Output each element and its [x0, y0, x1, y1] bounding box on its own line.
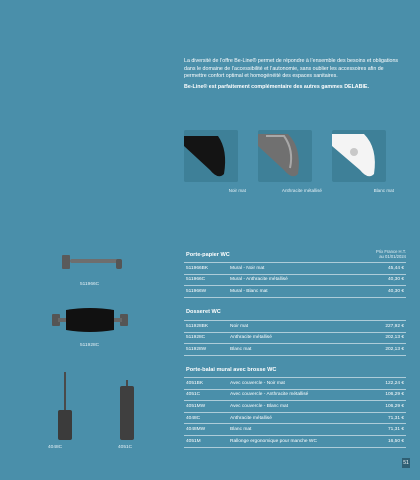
finish-swatch-black [184, 130, 238, 182]
ref-cell: 511928C [184, 332, 228, 344]
price-cell: 106,29 € [366, 389, 406, 401]
desc-cell: Anthracite métallisé [228, 412, 366, 424]
ref-cell: 511966W [184, 286, 228, 298]
finish-label-anthracite: Anthracite métallisé [281, 188, 322, 193]
table-row [184, 321, 406, 333]
finish-swatch-white [332, 130, 386, 182]
table-row [184, 263, 406, 275]
table-row [184, 378, 406, 390]
section-title-backrest: Dosseret WC [186, 309, 221, 315]
page-number: 51 [403, 460, 409, 466]
product-code-brush-a: 4048C [48, 445, 63, 450]
table-row [184, 344, 406, 356]
product-code-backrest: 511928C [80, 343, 100, 348]
section-title-brush-holder: Porte-balai mural avec brosse WC [186, 367, 277, 373]
desc-cell: Blanc mat [228, 344, 366, 356]
price-cell: 106,29 € [366, 401, 406, 413]
price-header-line1: Prix France H.T. [375, 249, 406, 254]
ref-cell: 4051BK [184, 378, 228, 390]
intro-text [184, 58, 406, 94]
product-code-paper-holder: 511966C [80, 282, 100, 287]
price-cell: 40,30 € [366, 274, 406, 286]
desc-cell: Mural - Anthracite métallisé [228, 274, 366, 286]
intro-paragraph-2: Be-Line® est parfaitement complémentaire des autres gammes DELABIE. [184, 83, 369, 90]
ref-cell: 4048C [184, 412, 228, 424]
ref-cell: 4051C [184, 389, 228, 401]
ref-cell: 511966BK [184, 263, 228, 275]
table-row [184, 274, 406, 286]
price-cell: 227,92 € [366, 321, 406, 333]
paper-holder-image [62, 252, 124, 281]
price-header-line2: au 01/01/2024 [379, 254, 406, 260]
price-cell: 71,31 € [366, 424, 406, 436]
finish-label-white: Blanc mat [373, 188, 394, 193]
desc-cell: Mural - Blanc mat [228, 286, 366, 298]
section-title-paper-holder: Porte-papier WC [186, 252, 230, 258]
product-code-brush-b: 4051C [118, 445, 133, 450]
ref-cell: 511928BK [184, 321, 228, 333]
price-cell: 45,44 € [366, 263, 406, 275]
price-table-brush-holder [184, 377, 406, 448]
price-table-backrest [184, 320, 406, 356]
brush-holder-b-image [118, 380, 136, 445]
price-table-paper-holder [184, 262, 406, 298]
price-cell: 202,13 € [366, 332, 406, 344]
finish-swatch-anthracite [258, 130, 312, 182]
price-cell: 16,50 € [366, 435, 406, 447]
desc-cell: Mural - Noir mat [228, 263, 366, 275]
table-row [184, 389, 406, 401]
ref-cell: 4051M [184, 435, 228, 447]
desc-cell: Blanc mat [228, 424, 366, 436]
price-cell: 122,24 € [366, 378, 406, 390]
table-row [184, 286, 406, 298]
desc-cell: Avec couvercle - Anthracite métallisé [228, 389, 366, 401]
desc-cell: Anthracite métallisé [228, 332, 366, 344]
desc-cell: Avec couvercle - Blanc mat [228, 401, 366, 413]
brush-holder-a-image [56, 372, 74, 445]
price-cell: 202,13 € [366, 344, 406, 356]
desc-cell: Rallonge ergonomique pour manche WC [228, 435, 366, 447]
ref-cell: 511966C [184, 274, 228, 286]
table-row [184, 412, 406, 424]
table-row [184, 424, 406, 436]
price-cell: 40,30 € [366, 286, 406, 298]
backrest-image [52, 306, 128, 343]
price-header [376, 249, 406, 260]
price-cell: 71,31 € [366, 412, 406, 424]
ref-cell: 511928W [184, 344, 228, 356]
finish-label-black: Noir mat [228, 188, 246, 193]
ref-cell: 4051MW [184, 401, 228, 413]
desc-cell: Avec couvercle - Noir mat [228, 378, 366, 390]
table-row [184, 401, 406, 413]
table-row [184, 332, 406, 344]
desc-cell: Noir mat [228, 321, 366, 333]
ref-cell: 4048MW [184, 424, 228, 436]
table-row [184, 435, 406, 447]
intro-paragraph-1: La diversité de l’offre Be-Line® permet de répondre à l’ensemble des besoins et obligations dans le domaine de l’accessibilité et l’autonomie, sans oublier les accessoires afin de permettre confort optimal et homogénéité des espaces sanitaires. [184, 58, 399, 80]
